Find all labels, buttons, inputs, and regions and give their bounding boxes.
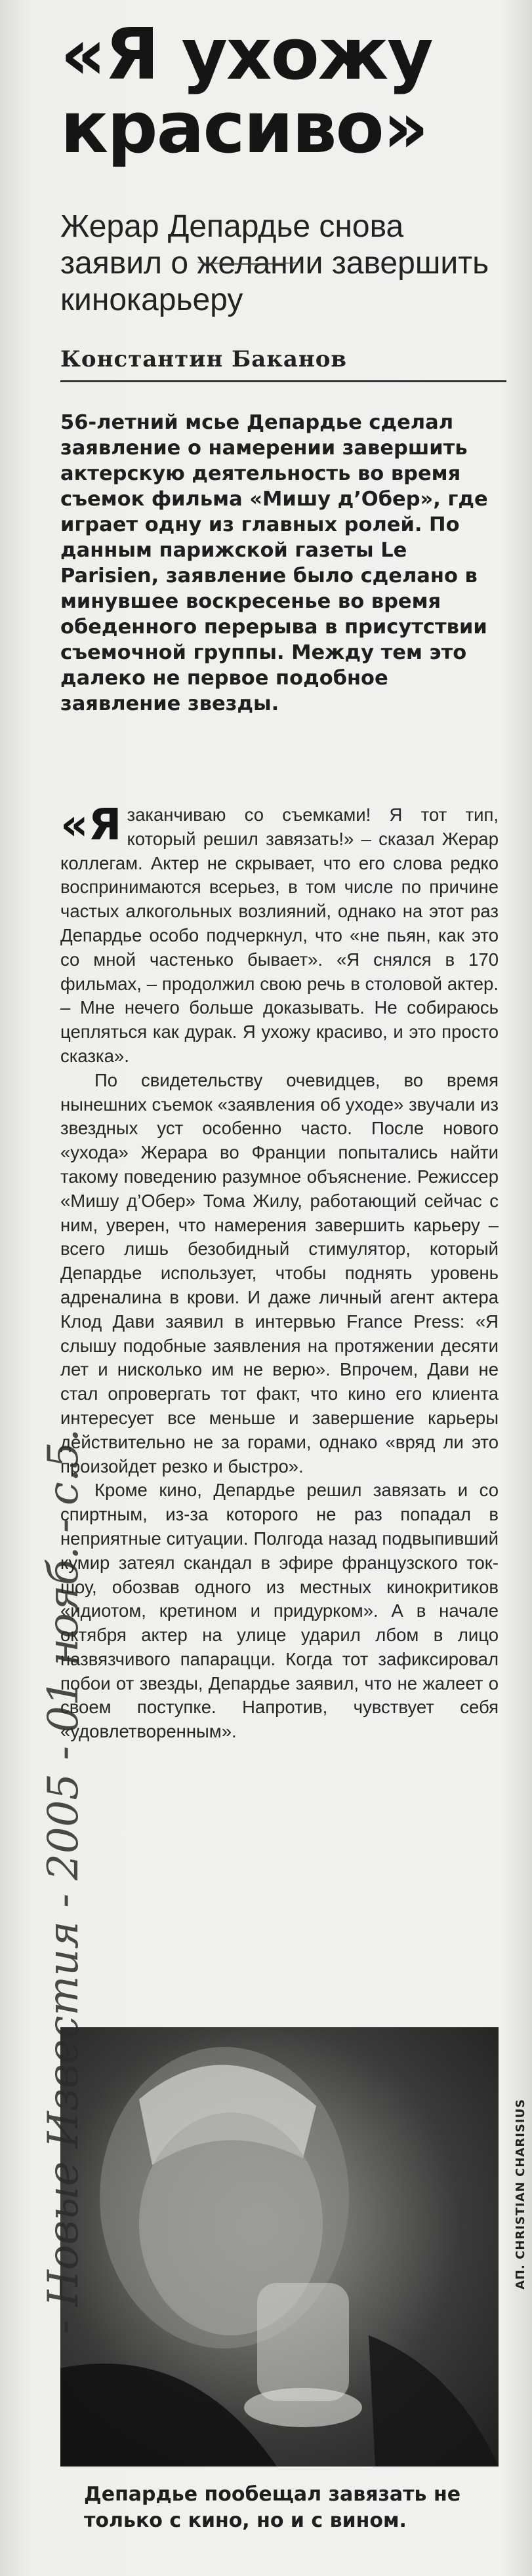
drop-quote: «Я [60, 799, 122, 850]
photo-credit: AП. CHRISTIAN CHARISIUS [514, 2098, 527, 2289]
actor-photo [60, 2027, 499, 2467]
subheadline: Жерар Депардье снова заявил о желании завершить кинокарьеру [60, 209, 489, 317]
lead-paragraph: 56-летний мсье Депардье сделал заявление о намерении завершить актерскую деятельность во время съемок фильма «Мишу д’Обер», где играет одну из главных ролей. По данным парижской газеты Le Parisien, заявление было сделано в минувшее воскресенье во время обеденного перерыва в присутствии съемочной группы. Между тем это далеко не первое подобное заявление звезды. [60, 411, 488, 715]
author-byline: Константин Баканов [60, 346, 506, 382]
headline: «Я ухожу красиво» [60, 14, 432, 169]
article-body [60, 799, 499, 1744]
photo-caption: Депардье пообещал завязать не только с кино, но и с вином. [84, 2483, 461, 2532]
handwritten-source-note: - Новые Известия - 2005 - 01 нояб. - с.5. [39, 1428, 88, 2334]
body-paragraph-3: Кроме кино, Депардье решил завязать и со спиртным, из-за которого не раз попадал в неприятные ситуации. Полгода назад подвыпивший кумир затеял скандал в эфире французского ток-шоу, обозвав одного из местных кинокритиков «идиотом, кретином и придурком». А в начале октября актер на улице ударил лбом в лицо назвязчивого папарацци. Когда тот зафиксировал побои от звезды, Депардье заявил, что не жалеет о своем поступке. Напротив, чувствует себя «удовлетворенным». [60, 1480, 499, 1742]
photo-illustration [60, 2027, 499, 2467]
pen-underline-mark [197, 259, 302, 265]
body-paragraph-1 [60, 799, 499, 1069]
body-paragraph-2: По свидетельству очевидцев, во время нынешних съемок «заявления об уходе» звучали из звездных уст особенно часто. После нового «ухода» Жерара во Франции попытались найти такому поведению разумное объяснение. Режиссер «Мишу д’Обер» Тома Жилу, работающий сейчас с ним, уверен, что намерения завершить карьеру – всего лишь безобидный стимулятор, который Депардье использует, чтобы поднять уровень адреналина в крови. И даже личный агент актера Клод Дави заявил в интервью France Press: «Я слышу подобные заявления на протяжении десяти лет и нисколько им не верю». Впрочем, Дави не стал опровергать тот факт, что кино его клиента интересует все меньше и завершение карьеры действительно не за горами, однако «вряд ли это произойдет резко и быстро». [60, 1069, 499, 1476]
body-paragraph-1-text: заканчиваю со съемками! Я тот тип, который решил завязать!» – сказал Жерар коллегам. Актер не скрывает, что его слова редко воспринимаются всерьез, в том числе по причине частых алкогольных возлияний, однако на этот раз Депардье особо подчеркнул, что «не пьян, как это со мной частенько бывает». «Я снялся в 170 фильмах, – продолжил свою речь в столовой актер. – Мне нечего больше доказывать. Не собираюсь цепляться как дурак. Я ухожу красиво, и это просто сказка». [60, 804, 499, 1066]
